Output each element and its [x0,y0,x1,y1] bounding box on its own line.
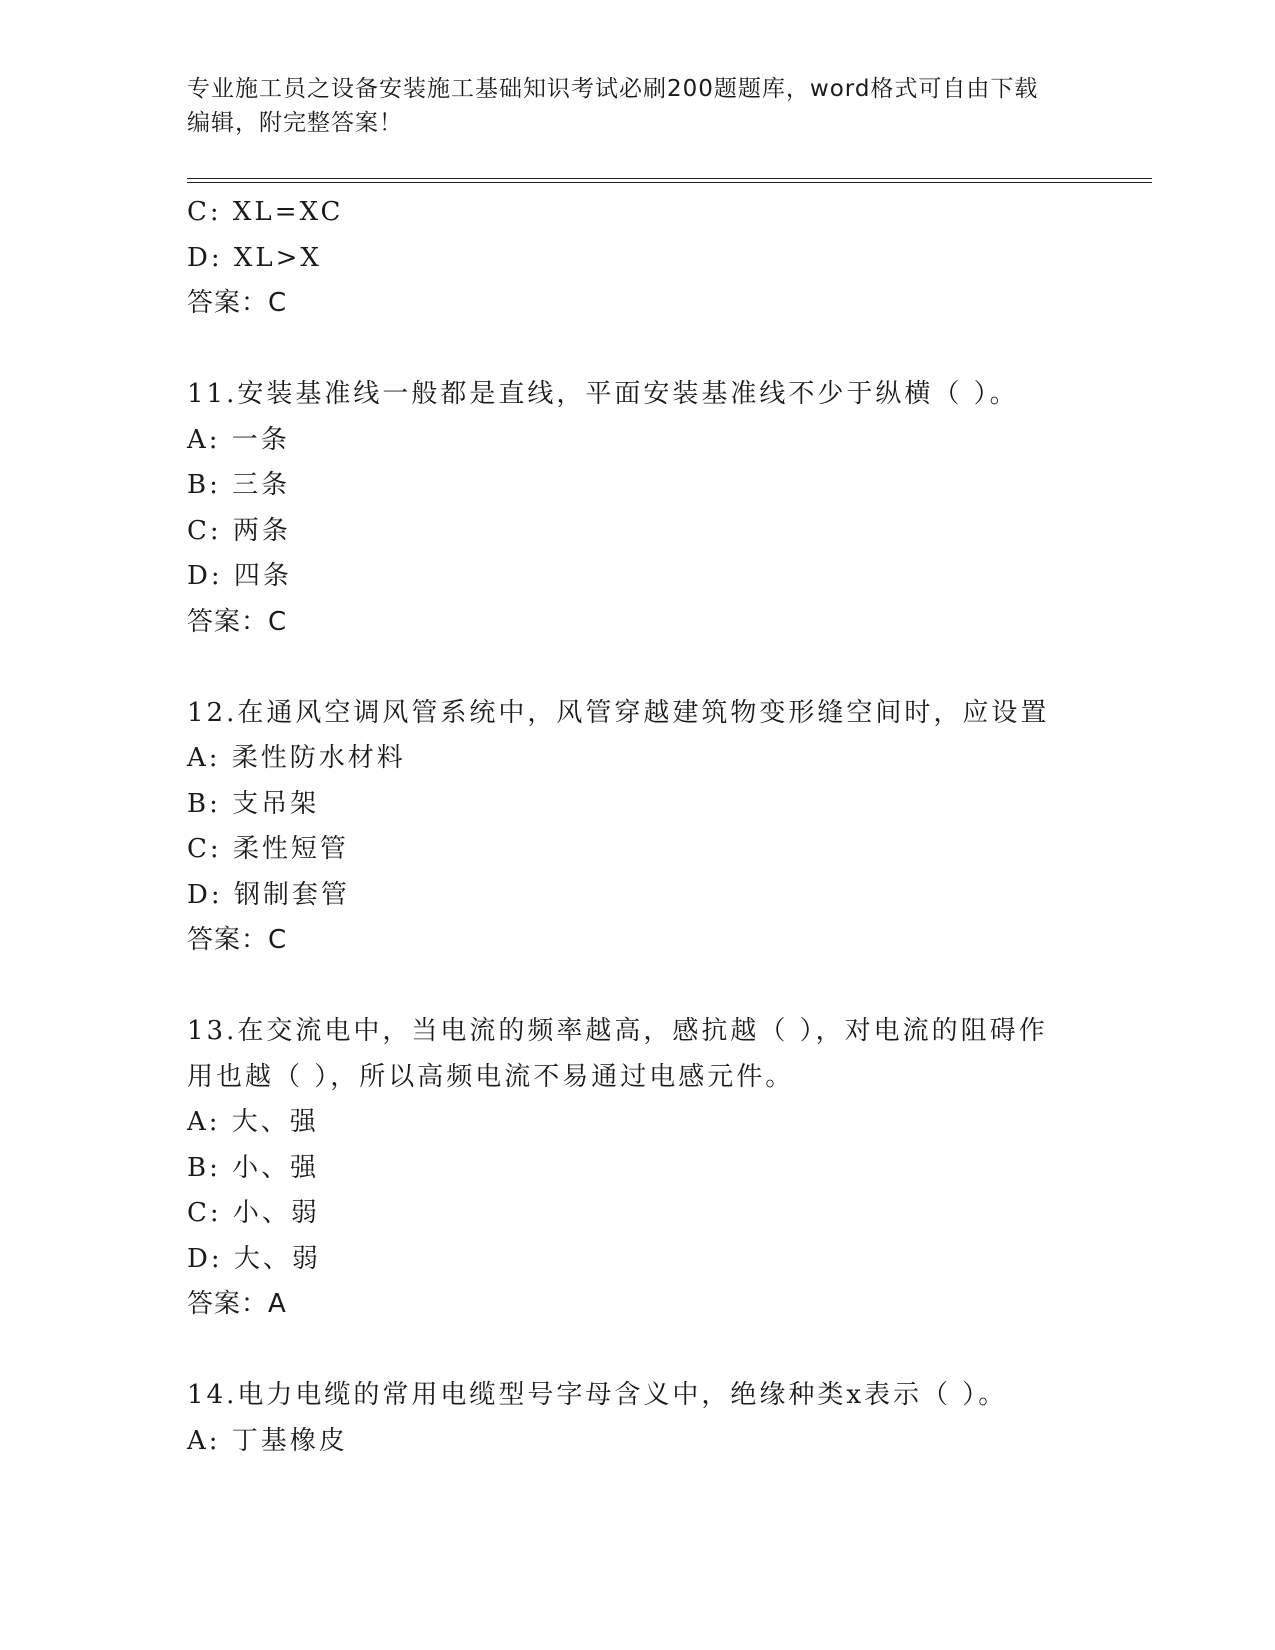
question-14 [187,1373,1152,1464]
option-a: A: 大、强 [187,1107,319,1137]
option-d: D: 四条 [187,561,292,591]
option-c: C: 柔性短管 [187,834,349,864]
question-stem: 14.电力电缆的常用电缆型号字母含义中，绝缘种类x表示（ ）。 [187,1380,1008,1410]
answer: 答案：C [187,288,288,318]
option-c: C: XL=XC [187,197,344,227]
question-13 [187,1009,1152,1328]
question-12 [187,691,1152,964]
option-d: D: 大、弱 [187,1243,321,1274]
question-stem: 12.在通风空调风管系统中，风管穿越建筑物变形缝空间时，应设置 [187,697,1050,728]
option-d: D: XL>X [187,242,322,273]
question-10 [187,190,1152,327]
option-b: B: 小、强 [187,1152,320,1183]
question-list [187,190,1152,1464]
question-stem-line1: 13.在交流电中，当电流的频率越高，感抗越（ ），对电流的阻碍作 [187,1016,1048,1046]
question-stem-line2: 用也越（ ），所以高频电流不易通过电感元件。 [187,1061,795,1092]
option-a: A: 一条 [187,424,290,455]
question-11 [187,372,1152,645]
header-title-line1: 专业施工员之设备安装施工基础知识考试必刷200题题库，word格式可自由下载 [187,76,1039,102]
question-stem: 11.安装基准线一般都是直线，平面安装基准线不少于纵横（ ）。 [187,379,1019,409]
header-title-line2: 编辑，附完整答案！ [187,110,403,136]
answer: 答案：A [187,1289,287,1319]
option-c: C: 小、弱 [187,1198,320,1228]
option-d: D: 钢制套管 [187,879,350,910]
option-a: A: 柔性防水材料 [187,743,406,773]
option-c: C: 两条 [187,515,291,546]
option-b: B: 支吊架 [187,788,320,819]
answer: 答案：C [187,606,288,637]
page-header [187,72,1087,140]
header-divider [187,178,1152,183]
answer: 答案：C [187,925,288,955]
option-a: A: 丁基橡皮 [187,1425,348,1456]
option-b: B: 三条 [187,470,291,500]
